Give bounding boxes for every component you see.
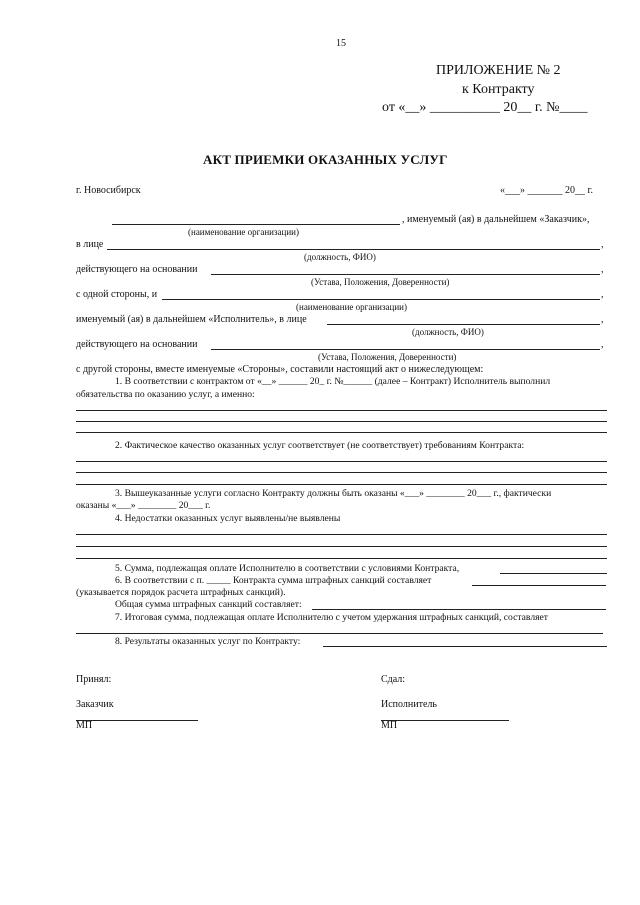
appendix-heading: ПРИЛОЖЕНИЕ № 2: [436, 63, 561, 78]
handed-label: Сдал:: [381, 674, 406, 685]
comma-2: ,: [601, 264, 604, 275]
executor-label: Исполнитель: [381, 699, 437, 710]
city-label: г. Новосибирск: [76, 185, 141, 196]
charter-caption-2: (Устава, Положения, Доверенности): [318, 352, 457, 362]
one-side-label: с одной стороны, и: [76, 289, 158, 300]
org-name-caption-2: (наименование организации): [296, 302, 407, 312]
comma-4: ,: [601, 314, 604, 325]
acting-basis-label: действующего на основании: [76, 264, 198, 275]
item-4-field-3[interactable]: [76, 558, 607, 559]
document-title: АКТ ПРИЕМКИ ОКАЗАННЫХ УСЛУГ: [203, 152, 448, 167]
item-6-field[interactable]: [472, 585, 606, 586]
item-7-text: 7. Итоговая сумма, подлежащая оплате Исполнителю с учетом удержания штрафных санкций, составляет: [115, 612, 548, 623]
act-date-blank: «___» _______ 20__ г.: [500, 185, 593, 196]
customer-suffix: , именуемый (ая) в дальнейшем «Заказчик»,: [402, 214, 590, 225]
item-8-text: 8. Результаты оказанных услуг по Контракту:: [115, 636, 301, 647]
item-4-text: 4. Недостатки оказанных услуг выявлены/не выявлены: [115, 513, 341, 524]
item-6-total-label: Общая сумма штрафных санкций составляет:: [115, 599, 302, 610]
item-2-field-3[interactable]: [76, 484, 607, 485]
executor-org-field[interactable]: [162, 299, 600, 300]
in-person-label: в лице: [76, 239, 104, 250]
other-side-text: с другой стороны, вместе именуемые «Стороны», составили настоящий акт о нижеследующем:: [76, 364, 484, 375]
item-5-field[interactable]: [500, 573, 607, 574]
item-1-field-3[interactable]: [76, 432, 607, 433]
item-6-line-2: (указывается порядок расчета штрафных санкций).: [76, 587, 286, 598]
contract-date-line: от «__» __________ 20__ г. №____: [382, 100, 588, 115]
accepted-label: Принял:: [76, 674, 112, 685]
position-caption: (должность, ФИО): [304, 252, 376, 262]
customer-basis-field[interactable]: [211, 274, 600, 275]
item-6-total-field[interactable]: [312, 609, 606, 610]
item-1-line-2: обязательства по оказанию услуг, а именно:: [76, 389, 255, 400]
comma-3: ,: [601, 289, 604, 300]
item-1-line-1: 1. В соответствии с контрактом от «__» ______ 20_ г. №______ (далее – Контракт) Исполнитель выполнил: [115, 376, 551, 387]
item-2-field-1[interactable]: [76, 461, 607, 462]
customer-stamp-label: МП: [76, 720, 93, 731]
comma-5: ,: [601, 339, 604, 350]
item-3-line-1: 3. Вышеуказанные услуги согласно Контракту должны быть оказаны «___» ________ 20___ г., фактически: [115, 488, 552, 499]
item-7-field[interactable]: [76, 633, 603, 634]
customer-signature-field[interactable]: [76, 720, 198, 721]
item-4-field-2[interactable]: [76, 546, 607, 547]
item-6-line-1: 6. В соответствии с п. _____ Контракта сумма штрафных санкций составляет: [115, 575, 432, 586]
customer-org-field[interactable]: [112, 224, 400, 225]
page-number: 15: [336, 38, 346, 49]
executor-basis-field[interactable]: [211, 349, 600, 350]
position-caption-2: (должность, ФИО): [412, 327, 484, 337]
customer-label: Заказчик: [76, 699, 114, 710]
item-4-field-1[interactable]: [76, 534, 607, 535]
item-3-line-2: оказаны «___» ________ 20___ г.: [76, 500, 211, 511]
org-name-caption: (наименование организации): [188, 227, 299, 237]
executor-intro-label: именуемый (ая) в дальнейшем «Исполнитель», в лице: [76, 314, 307, 325]
executor-stamp-label: МП: [381, 720, 398, 731]
item-5-text: 5. Сумма, подлежащая оплате Исполнителю в соответствии с условиями Контракта,: [115, 563, 460, 574]
item-8-field[interactable]: [323, 646, 607, 647]
customer-position-field[interactable]: [107, 249, 600, 250]
acting-basis-label-2: действующего на основании: [76, 339, 198, 350]
item-1-field-1[interactable]: [76, 410, 607, 411]
item-2-field-2[interactable]: [76, 472, 607, 473]
item-1-field-2[interactable]: [76, 421, 607, 422]
charter-caption: (Устава, Положения, Доверенности): [311, 277, 450, 287]
executor-signature-field[interactable]: [381, 720, 509, 721]
to-contract-label: к Контракту: [462, 82, 535, 97]
executor-position-field[interactable]: [327, 324, 600, 325]
comma-1: ,: [601, 239, 604, 250]
item-2-text: 2. Фактическое качество оказанных услуг соответствует (не соответствует) требованиям Контракта:: [115, 440, 525, 451]
